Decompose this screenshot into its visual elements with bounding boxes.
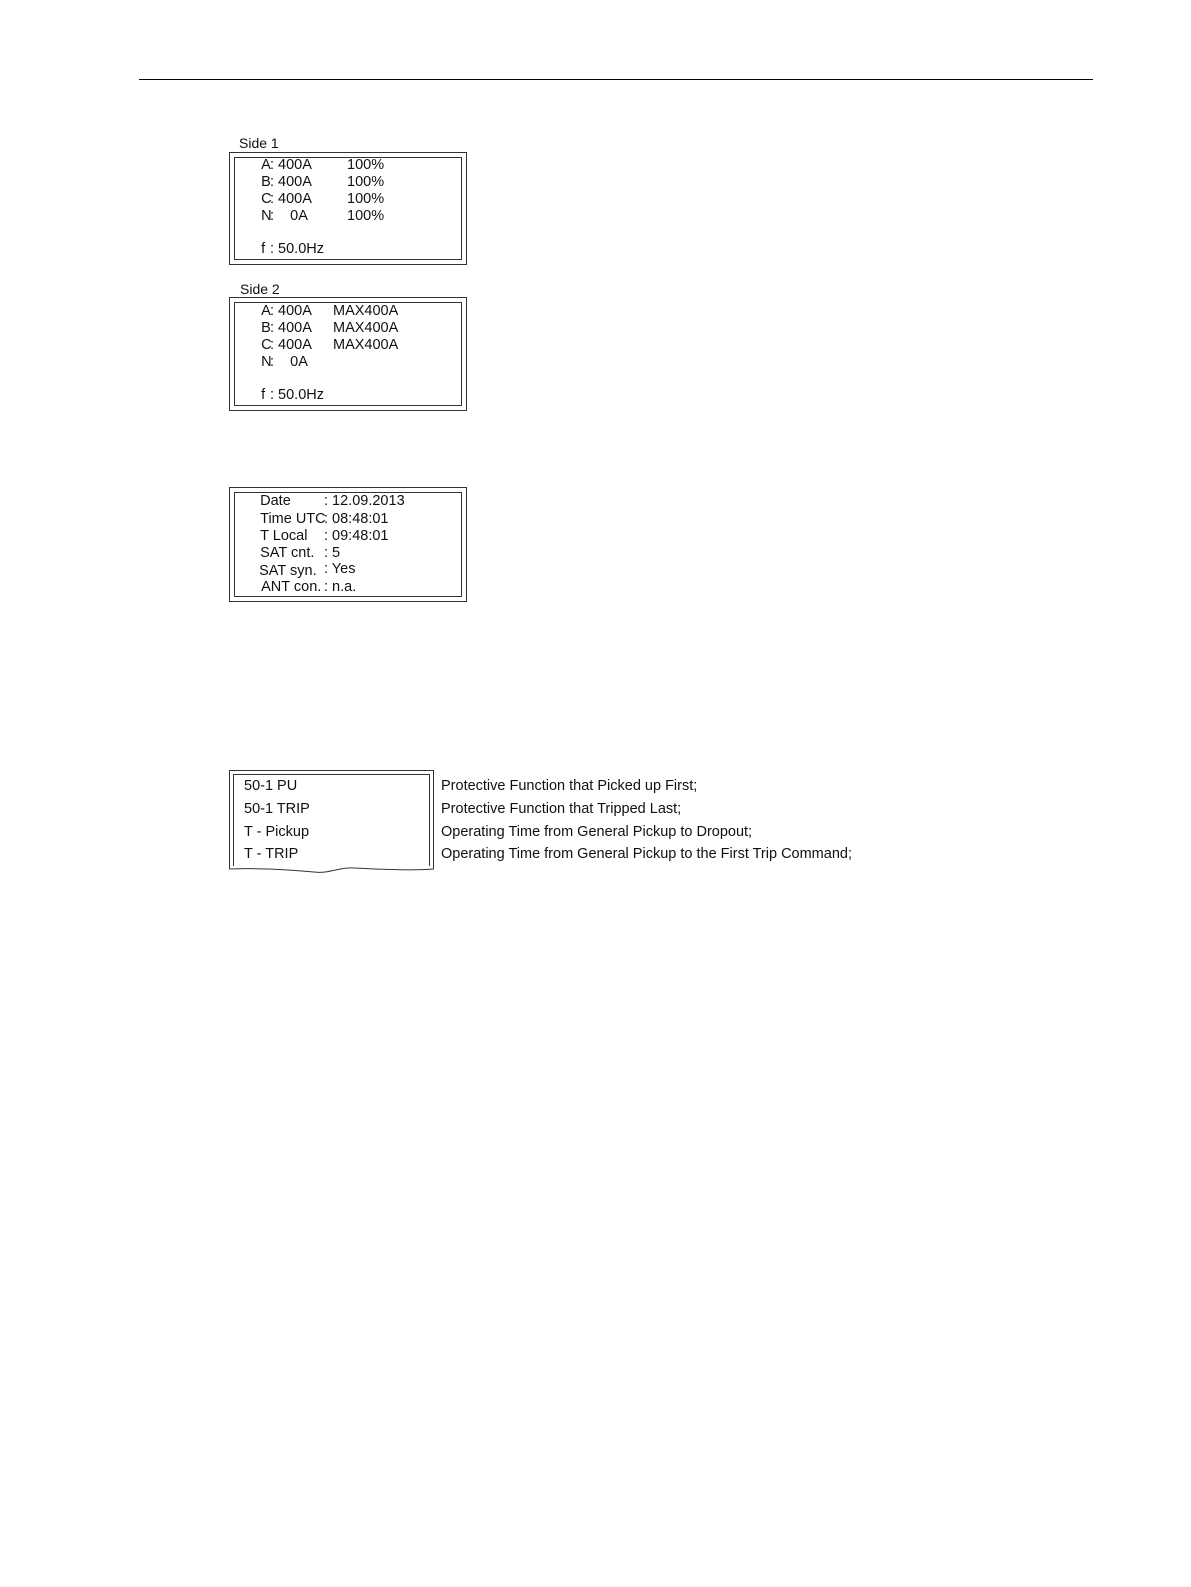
field-value: : 5 [324, 545, 341, 561]
time-row-antenna [245, 579, 357, 596]
phase-label: C [261, 191, 272, 207]
side2-row-c [245, 337, 399, 354]
side1-row-frequency [245, 241, 324, 258]
frequency-label: f [261, 241, 266, 257]
current-value: : 400A [270, 174, 312, 190]
phase-label: N [261, 208, 272, 224]
current-value: : 400A [270, 320, 312, 336]
current-value: : 400A [270, 191, 312, 207]
phase-label: B [261, 174, 271, 190]
fault-row-pickup-time: T - Pickup [244, 824, 310, 840]
side1-lcd-display [229, 152, 467, 265]
side2-lcd-display [229, 297, 467, 411]
frequency-value: : 50.0Hz [270, 241, 324, 257]
side1-row-n [245, 208, 385, 225]
field-label: Date [260, 493, 291, 509]
time-row-local [244, 528, 389, 545]
fault-row-pickup-function: 50-1 PU [244, 778, 298, 794]
side1-row-a [245, 157, 385, 174]
header-rule [139, 79, 1093, 80]
time-row-utc [244, 511, 389, 528]
percent-value: 100% [347, 191, 385, 207]
field-label: T Local [260, 528, 308, 544]
field-value: : 09:48:01 [324, 528, 389, 544]
current-value: : 400A [270, 303, 312, 319]
side2-caption: Side 2 [240, 281, 280, 297]
max-value: MAX400A [333, 303, 399, 319]
current-value: : 400A [270, 337, 312, 353]
phase-label: N [261, 354, 272, 370]
fault-description-pickup-function: Protective Function that Picked up First; [441, 778, 698, 794]
fault-description-trip-function: Protective Function that Tripped Last; [441, 801, 682, 817]
percent-value: 100% [347, 157, 385, 173]
time-lcd-display [229, 487, 467, 602]
max-value: MAX400A [333, 337, 399, 353]
frequency-value: : 50.0Hz [270, 387, 324, 403]
side2-row-frequency [245, 387, 324, 404]
side1-caption: Side 1 [239, 135, 279, 151]
fault-row-trip-time: T - TRIP [244, 846, 299, 862]
max-value: MAX400A [333, 320, 399, 336]
current-value: : 0A [270, 354, 308, 370]
time-row-sat-count [244, 545, 341, 562]
field-label: SAT syn. [259, 563, 317, 579]
time-row-date [244, 493, 405, 510]
side2-row-a [245, 303, 399, 320]
phase-label: C [261, 337, 272, 353]
side1-row-b [245, 174, 385, 191]
frequency-label: f [261, 387, 266, 403]
side1-row-c [245, 191, 385, 208]
fault-row-trip-function: 50-1 TRIP [244, 801, 310, 817]
phase-label: A [261, 303, 271, 319]
phase-label: A [261, 157, 271, 173]
field-value: : Yes [324, 561, 356, 577]
current-value: : 400A [270, 157, 312, 173]
side2-row-b [245, 320, 399, 337]
field-label: Time UTC [260, 511, 326, 527]
fault-description-pickup-time: Operating Time from General Pickup to Dropout; [441, 824, 753, 840]
time-row-sat-sync [243, 561, 356, 580]
current-value: : 0A [270, 208, 308, 224]
phase-label: B [261, 320, 271, 336]
side2-row-n [245, 354, 308, 371]
fault-description-trip-time: Operating Time from General Pickup to the First Trip Command; [441, 846, 852, 862]
percent-value: 100% [347, 208, 385, 224]
field-value: : 12.09.2013 [324, 493, 405, 509]
field-value: : n.a. [324, 579, 357, 595]
field-label: ANT con. [261, 579, 322, 595]
field-value: : 08:48:01 [324, 511, 389, 527]
percent-value: 100% [347, 174, 385, 190]
field-label: SAT cnt. [260, 545, 315, 561]
